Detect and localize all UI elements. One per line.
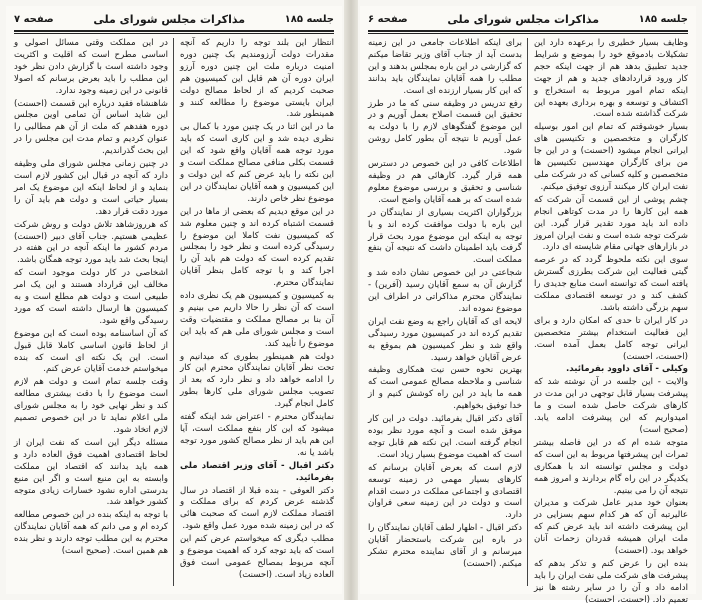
page-number: صفحه ۷ — [14, 13, 54, 25]
paragraph: دکتر العوفی - بنده قبلا از اقتصاد در سال گذشته عرض کردم که برای مملکت و اقتصاد مملکت لازم است که صحبت هائی که در این زمینه شده مورد عمل واقع شود. — [180, 485, 334, 532]
paragraph: دکتر اقبال - اظهار لطف آقایان نمایندگان را در باره این شرکت باستحضار آقایان میرسانم و از آقای نماینده محترم تشکر میکنم. (احسنت) — [368, 523, 522, 569]
session-number: جلسه ۱۸۵ — [638, 13, 688, 25]
paragraph: بهترین نحوه حسن نیت همکاری وظیفه شناسی و ملاحظه مصالح عمومی است که همه ما باید در این راه کوشش کنیم و از خدا توفیق بخواهیم. — [368, 365, 522, 412]
paragraph: دولت هم همینطور بطوری که میدانیم و تحت نظر آقایان نمایندگان محترم این کار را ادامه خواهد داد و نظر دارد که بعد از تصویب مجلس شورای ملی کارها بطور کامل انجام گیرد. — [180, 351, 334, 410]
paragraph: برای اینکه اطلاعات جامعی در این زمینه بدست آید از جناب آقای وزیر تقاضا میکنم که گزارشی در این باره بمجلس بدهند و این مطلب را همه آقایان نمایندگان باید بدانند که این کار بسیار ارزنده ای است. — [368, 38, 522, 96]
paragraph: اطلاعات کافی در این خصوص در دسترس همه قرار گیرد. کارهائی هم در وظیفه شناسی و تحقیق و بررسی موضوع معلوم شده است که بر همه آقایان واضح است. — [368, 159, 522, 205]
paragraph: آقای دکتر اقبال بفرمائید. دولت در این کار موفق شده است و آنچه مورد نظر بوده انجام گرفته است. این نکته هم قابل توجه است که اهمیت موضوع بسیار زیاد است. — [368, 414, 522, 460]
page-six — [360, 6, 696, 605]
header-rule — [368, 30, 688, 34]
paragraph: نمایندگان محترم - اعتراض شد اینکه گفته میشود که این کار بنفع مملکت است، آیا این هم باید از نظر مصالح کشور مورد توجه باشد یا نه. — [180, 412, 334, 458]
paragraph: در این مملکت وقتی مسائل اصولی و اساسی مطرح است که اقلیت و اکثریت وجود داشته است با گزارش دادن نظر خود این مطلب را باید بعرض برسانم که اصولا قانونی در این زمینه وجود ندارد. — [14, 38, 168, 96]
text-column-left — [368, 38, 522, 586]
paragraph: وظایف بسیار خطیری را برعهده دارد این تشکیلات بادموقع خود را بموضع و شرایط جدید تطبیق بدهد هم از جهت اینکه حجم کار ورود قراردادهای جدید و هم از جهت اینکه تمام امور مربوط به استخراج و اکتشاف و توسعه و بهره برداری بعهده این شرکت گذاشته شده است. — [534, 38, 688, 120]
paragraph: انتظار این بلند توجه را داریم که آنچه مقدرات دولت آرزومندیم بک چنین دوره امنیت درباره ملت این چنین دوره آرزو ایران دوره آن هم قایل این کمیسیون هم صحبت کردیم که از لحاظ مصالح دولت ایران بایستی موضوع را مطالعه کنند و همینطور شد. — [180, 38, 334, 120]
column-divider — [527, 38, 528, 586]
paragraph: ما در این اثنا در یک چنین مورد با کمال بی نظری دیده شد و این کاری است که باید مورد توجه همه آقایان واقع شود که این قسمت بکلی منافی مصالح مملکت است و این نکته را باید عرض کنم که این دولت و این کمیسیون و همه آقایان نمایندگان در این موضوع نظر خاص دارند. — [180, 122, 334, 204]
page-title: مذاکرات مجلس شورای ملی — [93, 12, 245, 26]
column-divider — [173, 38, 174, 586]
paragraph: لایحه ای که آقایان راجع به وضع نفت ایران تقدیم کرده اند در کمیسیون مورد رسیدگی واقع شد و نظر کمیسیون هم بموقع به عرض آقایان خواهد رسید. — [368, 316, 522, 363]
text-column-right — [180, 38, 334, 586]
paragraph: وقت جلسه تمام است و دولت هم لازم است موضوع را با دقت بیشتری مطالعه کند و نظر نهایی خود را به مجلس شورای ملی اعلام نماید تا در این خصوص تصمیم لازم اتخاذ شود. — [14, 377, 168, 435]
paragraph: با توجه به اینکه بنده در این خصوص مطالعه کرده ام و می دانم که همه آقایان نمایندگان محترم به این مطلب توجه دارند و نظر بنده هم همین است. (صحیح است) — [14, 510, 168, 557]
paragraph: اشخاصی در کار دولت موجود است که مخالف این قرارداد هستند و این یک امر طبیعی است و دولت هم مطلع است و به کمیسیون ها ارسال داشته است که مورد رسیدگی واقع شود. — [14, 268, 168, 326]
paragraph: رفع تدریس در وظیفه سنی که ما در طرز تحقیق این قسمت اصلاح بعمل آوریم و در این موضوع گفتگوهای لازم را با دولت به عمل آوریم تا نتیجه آن بطور کامل روشن شود. — [368, 98, 522, 157]
header-rule — [14, 30, 334, 34]
page-title: مذاکرات مجلس شورای ملی — [447, 12, 599, 26]
page-header — [368, 10, 688, 28]
paragraph: مطلب دیگری که میخواستم عرض کنم این است که باید توجه کرد که اهمیت موضوع و آنچه مربوط بمصالح عمومی است فوق العاده زیاد است. (احسنت) — [180, 534, 334, 580]
paragraph: در این موقع دیدیم که بعضی از ماها در این قسمت اشتباه کرده اند و چنین معلوم شد که کمیسیون نفت کاملا این موضوع را رسیدگی کرده است و نظر خود را بمجلس تقدیم کرده است که دولت هم باید آن را اجرا کند و با توجه کامل بنظر آقایان نمایندگان محترم. — [180, 206, 334, 289]
paragraph: لازم است که بعرض آقایان برسانم که کارهای بسیار مهمی در زمینه توسعه اقتصادی و اجتماعی مملکت در دست اقدام است و دولت در این زمینه سعی فراوان دارد. — [368, 462, 522, 521]
paragraph: بنده این را عرض کنم و تذکر بدهم که پیشرفت های شرکت ملی نفت ایران را باید ادامه داد و آن را در سایر رشته ها نیز تعمیم داد. (احسنت، احسنت) — [534, 558, 688, 605]
paragraph: در کار ایران تا حدی که امکان دارد و برای این فعالیت استخدام بیشتر متخصصین ایرانی توجه کامل بعمل آمده است. (احسنت، احسنت) — [534, 315, 688, 362]
paragraph: مسئله دیگر این است که نفت ایران از لحاظ اقتصادی اهمیت فوق العاده دارد و همه باید بدانند که اقتصاد این مملکت وابسته به این منبع است و اگر این منبع بدرستی اداره نشود خسارات زیادی متوجه کشور خواهد شد. — [14, 437, 168, 508]
paragraph: بسیار خوشوقتم که تمام این امور بوسیله کارگران و متخصصین و تکنیسین های ایرانی انجام میشود (احسنت) و در این جا من برای کارگران مهندسین تکنیسین ها متخصصین و کلیه کسانی که در شرکت ملی نفت ایران کار میکنند آرزوی توفیق میکنم. — [534, 122, 688, 192]
paragraph: بعنوان خود مدیر عامل شرکت و مدیران عالیرتبه آن که هر کدام سهم بسزایی در این پیشرفت داشته اند باید عرض کنم که ملت ایران همیشه قدردان زحمات آنان خواهد بود. (احسنت) — [534, 498, 688, 557]
paragraph: چشم پوشی از این قسمت آن شرکت که همه این کارها را در مدت کوتاهی انجام داده اند باید مورد تقدیر قرار گیرد. این شرکت توجه شده است و نفت ایران امروز در بازارهای جهانی مقام شایسته ای دارد. — [534, 194, 688, 253]
paragraph: شجاعتی در این خصوص نشان داده شد و گزارش آن به سمع آقایان رسید (آفرین) - نمایندگان محترم مذاکراتی در اطراف این موضوع نموده اند. — [368, 268, 522, 314]
text-column-left — [14, 38, 168, 586]
speaker-line: دکتر اقبال - آقای وزیر اقتصاد ملی بفرمائید. — [180, 460, 334, 483]
paragraph: شاهنشاه فقید درباره این قسمت (احسنت) این شاید اساس آن تمامی اوین مجلس دوره هفدهم که ملت از آن هم مطالبی را عنوان کردیم و تمام مدت این مجلس را در این بحث گذراندیم. — [14, 98, 168, 157]
page-seven — [6, 6, 342, 594]
speaker-line: وکیلی - آقای داوود بفرمائید. — [566, 364, 688, 375]
paragraph: که آن اساسنامه بوده است که این موضوع از لحاظ قانون اساسی کاملا قابل قبول است. این یک نکته ای است که بنده میخواستم خدمت آقایان عرض کنم. — [14, 328, 168, 375]
paragraph: در چنین زمانی مجلس شورای ملی وظیفه دارد که آنچه در قبال این کشور لازم است بنماید و از لحاظ اینکه این موضوع یک امر بسیار حیاتی است و دولت هم باید آن را مورد دقت قرار دهد. — [14, 159, 168, 217]
paragraph: به کمیسیون و کمیسیون هم یک نظری داده است که آن نظر را حالا داریم می بینیم و آن بنا بر مصالح مملکت و مقتضیات وقت است و مجلس شورای ملی هم که باید این موضوع را تأیید کند. — [180, 291, 334, 349]
page-gutter — [344, 0, 358, 600]
page-header — [14, 10, 334, 28]
paragraph: بزرگواران اکثریت بسیاری از نمایندگان در این باره با دولت موافقت کرده اند و با توجه به اینکه این موضوع مورد بحث قرار گرفت باید اطمینان داشت که نتیجه آن بنفع مملکت است. — [368, 207, 522, 266]
page-number: صفحه ۶ — [368, 13, 408, 25]
paragraph: که هرروزشاهد تلاش دولت و روش شرکت عظیمی هستیم. جناب آقای دبیر (احسنت) مردم کشور ما اینکه آنچه در این هفته در اینجا بحث شد باید مورد توجه همگان باشد. — [14, 219, 168, 266]
text-column-right — [534, 38, 688, 605]
paragraph: والایت - این جلسه در آن نوشته شد که پیشرفت بسیار قابل توجهی در این مدت در کارهای شرکت حاصل شده است و ما امیدواریم که این پیشرفت ادامه یابد. (صحیح است) — [534, 377, 688, 435]
paragraph: سوی این نکته ملحوظ گردد که در عرصه گیتی فعالیت این شرکت بطرزی گسترش یافته است که توانسته است منابع جدیدی را کشف کند و در توسعه اقتصادی مملکت سهم بزرگی داشته باشد. — [534, 255, 688, 313]
paragraph: متوجه شده ام که در این فاصله بیشتر ثمرات این پیشرفتها مربوط به این است که دولت و مجلس توانسته اند با همکاری یکدیگر در این راه گام بردارند و امروز همه نتیجه آن را می بینیم. — [534, 437, 688, 496]
session-number: جلسه ۱۸۵ — [284, 13, 334, 25]
